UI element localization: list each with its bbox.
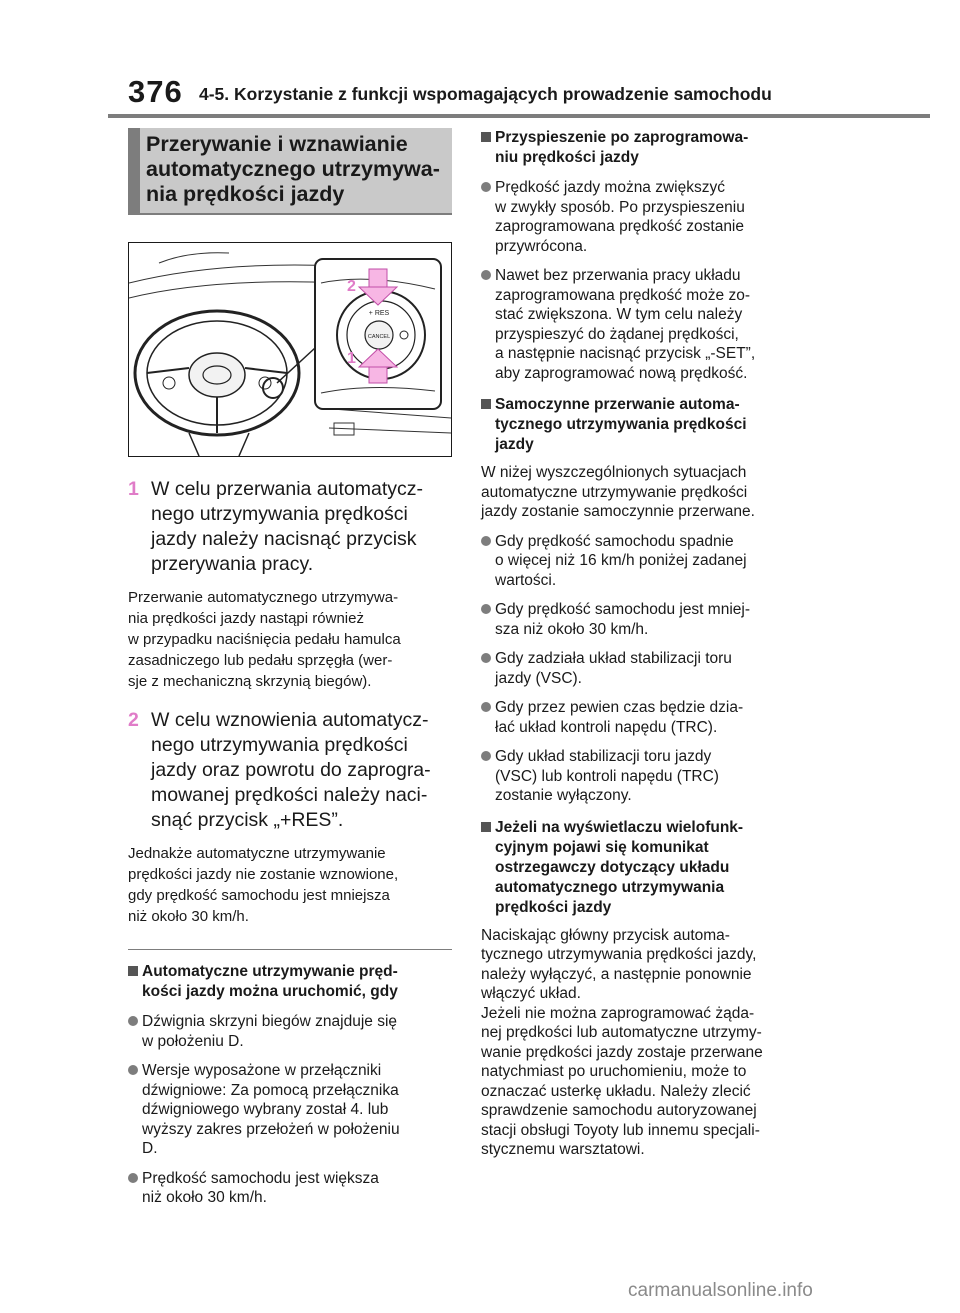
step-line: jazdy oraz powrotu do zaprogra- (151, 759, 431, 781)
section-title-line: Przerywanie i wznawianie (146, 132, 408, 156)
para-line: W niżej wyszczególnionych sytuacjach (481, 464, 747, 481)
bullet-line: zaprogramowana prędkość zostanie (495, 218, 744, 235)
round-bullet-icon (481, 600, 495, 639)
bullet-line: wyższy zakres przełożeń w położeniu (142, 1120, 400, 1138)
res-button-label: + RES (368, 310, 390, 317)
list-item (481, 532, 811, 591)
bullet-line: dźwigniowe: Za pomocą przełącznika (142, 1081, 399, 1099)
bullet-line: Dźwignia skrzyni biegów znajduje się (142, 1013, 398, 1030)
round-bullet-icon (481, 649, 495, 688)
heading-line: ostrzegawczy dotyczący układu (495, 858, 730, 876)
step-line: nego utrzymywania prędkości (151, 734, 408, 756)
heading-line: jazdy (495, 436, 534, 453)
callout-label-1: 1 (347, 350, 356, 367)
square-bullet-icon (481, 128, 495, 168)
bullet-line: wartości. (495, 571, 557, 589)
step-1-note (128, 587, 452, 692)
bullet-line: Prędkość samochodu jest większa (142, 1169, 379, 1187)
para-line: tycznego utrzymywania prędkości jazdy, (481, 946, 757, 963)
round-bullet-icon (128, 1169, 142, 1208)
round-bullet-icon (481, 266, 495, 383)
cancel-button-label: CANCEL (367, 334, 391, 340)
step-line: nego utrzymywania prędkości (151, 503, 408, 525)
para-line: jazdy zostanie samoczynnie przerwane. (481, 503, 755, 520)
note-line: Przerwanie automatycznego utrzymywa- (128, 589, 399, 606)
note-line: zasadniczego lub pedału sprzęgła (wer- (128, 652, 393, 669)
bullet-line: zaprogramowana prędkość może zo- (495, 286, 751, 304)
heading-line: Przyspieszenie po zaprogramowa- (495, 129, 749, 146)
bullet-line: D. (142, 1140, 158, 1157)
warning-message-heading (481, 818, 811, 918)
heading-line: cyjnym pojawi się komunikat (495, 838, 709, 856)
bullet-line: stać zwiększona. W tym celu należy (495, 306, 743, 323)
bullet-line: Gdy prędkość samochodu spadnie (495, 532, 734, 550)
list-item (481, 698, 811, 737)
section-title-line: automatycznego utrzymywa- (146, 157, 440, 181)
heading-line: Jeżeli na wyświetlaczu wielofunk- (495, 818, 744, 836)
para-line: sprawdzenie samochodu autoryzowanej (481, 1102, 757, 1119)
note-line: w przypadku naciśnięcia pedału hamulca (128, 631, 401, 648)
para-line: włączyć układ. (481, 985, 581, 1002)
note-line: sje z mechaniczną skrzynią biegów). (128, 673, 372, 690)
bullet-line: dźwigniowego wybrany został 4. lub (142, 1101, 389, 1118)
list-item (481, 747, 811, 806)
section-title-line: nia prędkości jazdy (146, 182, 345, 206)
list-item (481, 178, 811, 256)
para-line: nej prędkości lub automatyczne utrzymy- (481, 1024, 762, 1041)
step-number: 1 (128, 478, 139, 500)
para-line: stacji obsługi Toyoty lub innemu specjali- (481, 1121, 760, 1139)
bullet-line: jazdy (VSC). (495, 669, 582, 687)
square-bullet-icon (481, 395, 495, 455)
round-bullet-icon (481, 532, 495, 591)
heading-line: Automatyczne utrzymywanie pręd- (142, 963, 398, 980)
round-bullet-icon (128, 1012, 142, 1051)
bullet-line: Nawet bez przerwania pracy układu (495, 267, 741, 284)
step-2 (128, 708, 452, 833)
round-bullet-icon (481, 747, 495, 806)
steering-wheel-illustration (128, 242, 452, 457)
round-bullet-icon (481, 698, 495, 737)
bullet-line: łać układ kontroli napędu (TRC). (495, 718, 718, 736)
page-header (0, 0, 960, 118)
list-item (481, 266, 811, 383)
acceleration-heading (481, 128, 811, 168)
conditions-heading (128, 962, 452, 1002)
bullet-line: sza niż około 30 km/h. (495, 620, 649, 638)
heading-line: Samoczynne przerwanie automa- (495, 396, 740, 413)
warning-message-paragraph (481, 926, 811, 1160)
para-line: Naciskając główny przycisk automa- (481, 926, 730, 944)
auto-cancel-paragraph (481, 463, 811, 522)
bullet-line: o więcej niż 16 km/h poniżej zadanej (495, 552, 747, 569)
header-rule (108, 114, 930, 118)
step-line: mowanej prędkości należy naci- (151, 784, 428, 806)
note-line: prędkości jazdy nie zostanie wznowione, (128, 866, 399, 883)
note-line: niż około 30 km/h. (128, 908, 249, 925)
step-line: jazdy należy nacisnąć przycisk (151, 528, 417, 550)
note-line: Jednakże automatyczne utrzymywanie (128, 845, 386, 862)
right-column (481, 128, 811, 1160)
step-2-note (128, 843, 452, 927)
heading-line: prędkości jazdy (495, 898, 612, 916)
section-divider (128, 949, 452, 950)
illustration-svg (129, 243, 451, 456)
bullet-line: niż około 30 km/h. (142, 1189, 267, 1206)
para-line: oznaczać usterkę układu. Należy zlecić (481, 1082, 751, 1100)
bullet-line: w położeniu D. (142, 1032, 244, 1050)
bullet-line: zostanie wyłączony. (495, 787, 632, 804)
note-line: gdy prędkość samochodu jest mniejsza (128, 887, 390, 904)
round-bullet-icon (128, 1061, 142, 1159)
list-item (128, 1169, 452, 1208)
bullet-line: a następnie nacisnąć przycisk „-SET”, (495, 345, 756, 362)
bullet-line: aby zaprogramować nową prędkość. (495, 364, 748, 382)
callout-label-2: 2 (347, 278, 356, 295)
steering-wheel-icon (135, 311, 299, 435)
bullet-line: (VSC) lub kontroli napędu (TRC) (495, 767, 719, 785)
auto-cancel-heading (481, 395, 811, 455)
bullet-line: przywrócona. (495, 237, 588, 255)
para-line: Jeżeli nie można zaprogramować żąda- (481, 1004, 755, 1022)
step-number: 2 (128, 709, 139, 731)
para-line: wanie prędkości jazdy zostaje przerwane (481, 1043, 763, 1061)
para-line: automatyczne utrzymywanie prędkości (481, 483, 748, 501)
list-item (128, 1061, 452, 1159)
bullet-line: Gdy przez pewien czas będzie dzia- (495, 699, 744, 716)
square-bullet-icon (128, 962, 142, 1002)
page-number: 376 (128, 74, 183, 109)
bullet-line: Gdy zadziała układ stabilizacji toru (495, 650, 732, 667)
list-item (481, 649, 811, 688)
step-line: W celu wznowienia automatycz- (151, 709, 429, 731)
para-line: stycznemu warsztatowi. (481, 1141, 645, 1158)
bullet-line: przyspieszyć do żądanej prędkości, (495, 325, 739, 343)
list-item (128, 1012, 452, 1051)
watermark: carmanualsonline.info (628, 1280, 813, 1301)
step-line: przerywania pracy. (151, 553, 314, 575)
left-column (128, 128, 452, 1208)
list-item (481, 600, 811, 639)
bullet-line: w zwykły sposób. Po przyspieszeniu (495, 198, 745, 216)
square-bullet-icon (481, 818, 495, 918)
chapter-title: 4-5. Korzystanie z funkcji wspomagających prowadzenie samochodu (199, 84, 772, 104)
round-bullet-icon (481, 178, 495, 256)
heading-line: tycznego utrzymywania prędkości (495, 416, 747, 433)
bullet-line: Wersje wyposażone w przełączniki (142, 1062, 382, 1079)
heading-line: kości jazdy można uruchomić, gdy (142, 983, 398, 1000)
para-line: należy wyłączyć, a następnie ponownie (481, 965, 752, 983)
step-line: W celu przerwania automatycz- (151, 478, 424, 500)
heading-line: niu prędkości jazdy (495, 149, 639, 166)
bullet-line: Gdy układ stabilizacji toru jazdy (495, 748, 712, 765)
step-line: snąć przycisk „+RES”. (151, 809, 344, 831)
para-line: natychmiast po uruchomieniu, może to (481, 1063, 747, 1080)
section-title-banner (128, 128, 452, 215)
note-line: nia prędkości jazdy nastąpi również (128, 610, 364, 627)
bullet-line: Gdy prędkość samochodu jest mniej- (495, 601, 751, 618)
step-1 (128, 477, 452, 577)
heading-line: automatycznego utrzymywania (495, 878, 725, 896)
bullet-line: Prędkość jazdy można zwiększyć (495, 179, 725, 196)
